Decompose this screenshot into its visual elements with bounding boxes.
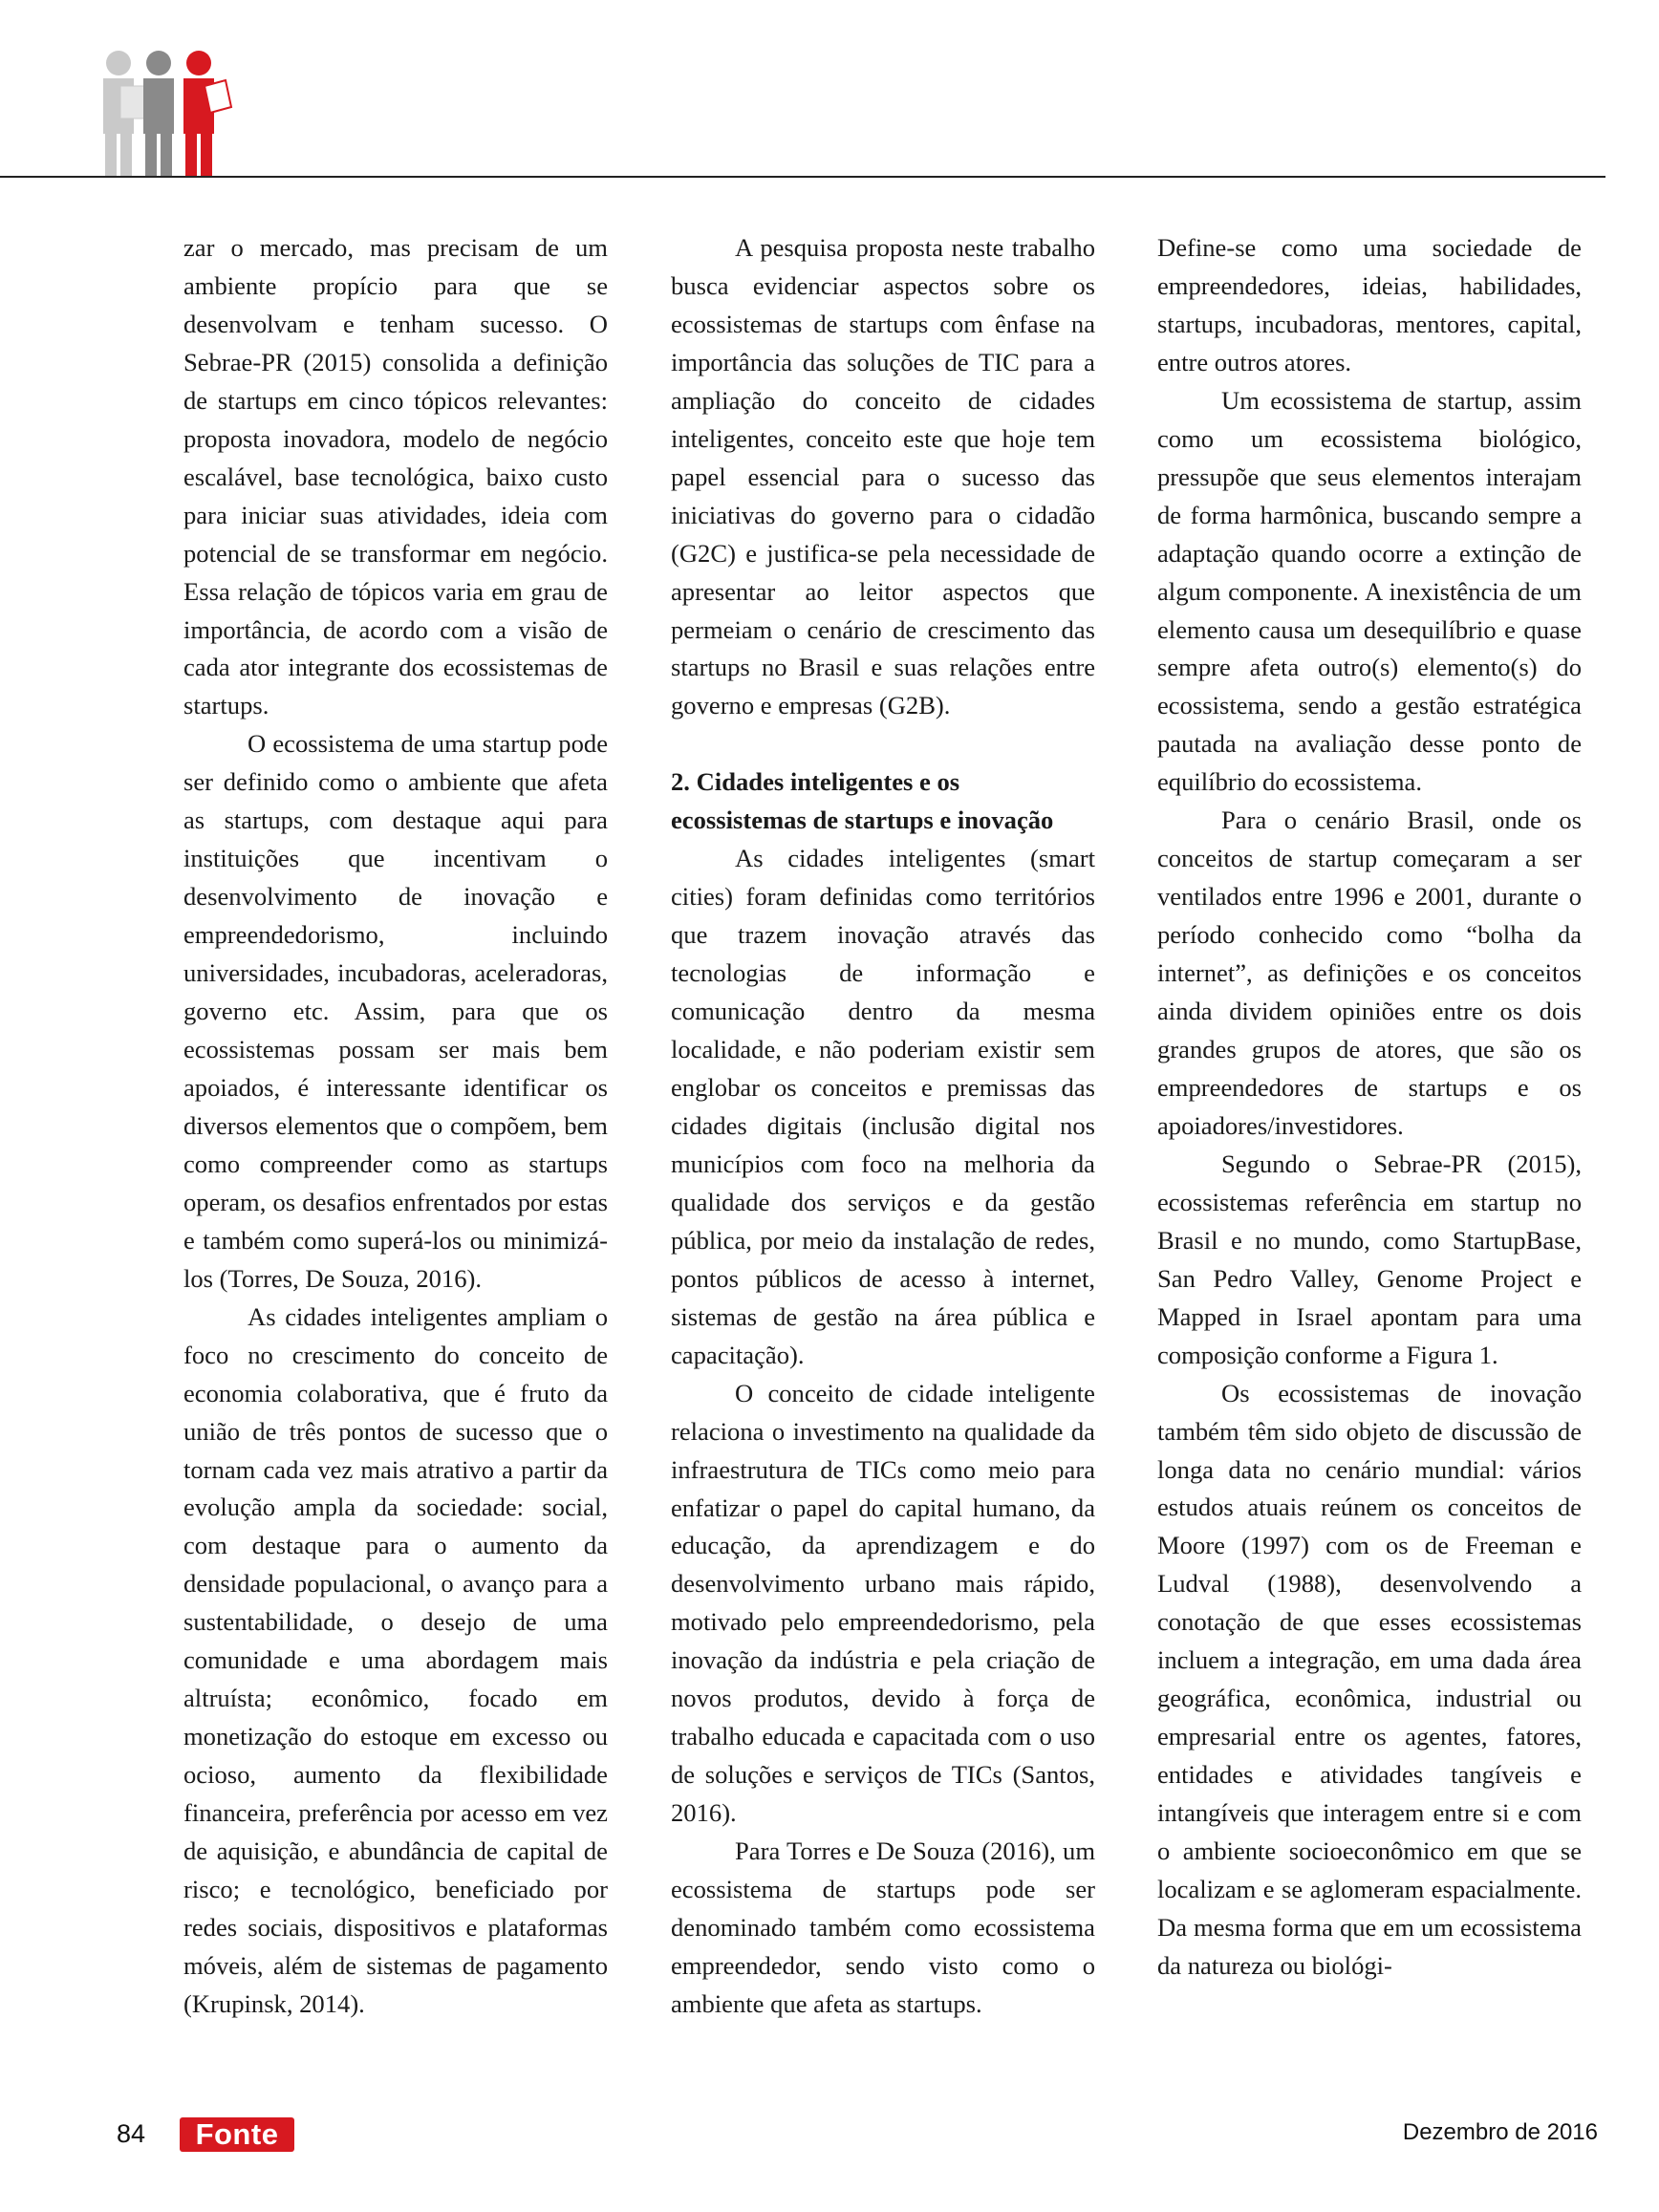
paragraph: O conceito de cidade inteligente relaciona o investimento na qualidade da infraestrutura de TICs como meio para enfatizar o papel do capital humano, da educação, da aprendizagem e do desenvolvimento urbano mais rápido, motivado pelo empreendedorismo, pela inovação da indústria e pela criação de novos produtos, devido à força de trabalho educada e capacitada com o uso de soluções e serviços de TICs (Santos, 2016). <box>671 1378 1095 1828</box>
page-number: 84 <box>117 2119 146 2148</box>
section-heading: 2. Cidades inteligentes e os ecossistemas de startups e inovação <box>671 767 1054 835</box>
paragraph: As cidades inteligentes ampliam o foco no crescimento do conceito de economia colaborativa, que é fruto da união de três pontos de sucesso que o tornam cada vez mais atrativo a partir da evolução ampla da sociedade: social, com destaque para o aumento da densidade populacional, o avanço para a sustentabilidade, o desejo de uma comunidade e uma abordagem mais altruísta; econômico, focado em monetização do estoque em excesso ou ocioso, aumento da flexibilidade financeira, preferência por acesso em vez de aquisição, e abundância de capital de risco; e tecnológico, beneficiado por redes sociais, dispositivos e plataformas móveis, além de sistemas de pagamento (Krupinsk, 2014). <box>183 1301 608 2018</box>
paragraph: Um ecossistema de startup, assim como um ecossistema biológico, pressupõe que seus elementos interajam de forma harmônica, buscando sempre a adaptação quando ocorre a extinção de algum componente. A inexistência de um elemento causa um desequilíbrio e quase sempre afeta outro(s) elemento(s) do ecossistema, sendo a gestão estratégica pautada na avaliação desse ponto de equilíbrio do ecossistema. <box>1157 385 1582 797</box>
paragraph: zar o mercado, mas precisam de um ambiente propício para que se desenvolvam e tenham sucesso. O Sebrae-PR (2015) consolida a definição de startups em cinco tópicos relevantes: proposta inovadora, modelo de negócio escalável, base tecnológica, baixo custo para iniciar suas atividades, ideia com potencial de se transformar em negócio. Essa relação de tópicos varia em grau de importância, de acordo com a visão de cada ator integrante dos ecossistemas de startups. <box>183 233 608 720</box>
text-column-1 <box>183 229 608 2024</box>
section-spacer <box>671 725 1095 763</box>
paragraph: Os ecossistemas de inovação também têm sido objeto de discussão de longa data no cenário mundial: vários estudos atuais reúnem os conceitos de Moore (1997) com os de Freeman e Ludval (1988), desenvolvendo a conotação de que esses ecossistemas incluem a integração, em uma dada área geográfica, econômica, industrial ou empresarial entre os agentes, fatores, entidades e atividades tangíveis e intangíveis que interagem entre si e com o ambiente socioeconômico em que se localizam e se aglomeram espacialmente. Da mesma forma que em um ecossistema da natureza ou biológi- <box>1157 1378 1582 1980</box>
paragraph: As cidades inteligentes (smart cities) foram definidas como territórios que trazem inovação através das tecnologias de informação e comunicação dentro da mesma localidade, e não poderiam existir sem englobar os conceitos e premissas das cidades digitais (inclusão digital nos municípios com foco na melhoria da qualidade dos serviços e da gestão pública, por meio da instalação de redes, pontos públicos de acesso à internet, sistemas de gestão na área pública e capacitação). <box>671 844 1095 1369</box>
people-figures-icon <box>92 44 235 178</box>
paragraph: Define-se como uma sociedade de empreendedores, ideias, habilidades, startups, incubadoras, mentores, capital, entre outros atores. <box>1157 233 1582 376</box>
paragraph: Segundo o Sebrae-PR (2015), ecossistemas referência em startup no Brasil e no mundo, como StartupBase, San Pedro Valley, Genome Project e Mapped in Israel apontam para uma composição conforme a Figura 1. <box>1157 1149 1582 1369</box>
issue-date: Dezembro de 2016 <box>1402 2119 1598 2145</box>
paragraph: Para o cenário Brasil, onde os conceitos de startup começaram a ser ventilados entre 1996 e 2001, durante o período conhecido como “bolha da internet”, as definições e os conceitos ainda dividem opiniões entre os dois grandes grupos de atores, que são os empreendedores de startups e os apoiadores/investidores. <box>1157 805 1582 1140</box>
paragraph: A pesquisa proposta neste trabalho busca evidenciar aspectos sobre os ecossistemas de startups com ênfase na importância das soluções de TIC para a ampliação do conceito de cidades inteligentes, conceito este que hoje tem papel essencial para o sucesso das iniciativas do governo para o cidadão (G2C) e justifica-se pela necessidade de apresentar ao leitor aspectos que permeiam o cenário de crescimento das startups no Brasil e suas relações entre governo e empresas (G2B). <box>671 233 1095 720</box>
text-column-3 <box>1157 229 1582 1986</box>
header-rule <box>0 176 1605 178</box>
text-column-2 <box>671 229 1095 2024</box>
paragraph: O ecossistema de uma startup pode ser definido como o ambiente que afeta as startups, com destaque aqui para instituições que incentivam o desenvolvimento de inovação e empreendedorismo, incluindo universidades, incubadoras, aceleradoras, governo etc. Assim, para que os ecossistemas possam ser mais bem apoiados, é interessante identificar os diversos elementos que o compõem, bem como compreender como as startups operam, os desafios enfrentados por estas e também como superá-los ou minimizá-los (Torres, De Souza, 2016). <box>183 729 608 1293</box>
paragraph: Para Torres e De Souza (2016), um ecossistema de startups pode ser denominado também como ecossistema empreendedor, sendo visto como o ambiente que afeta as startups. <box>671 1836 1095 2018</box>
brand-logo: Fonte <box>180 2117 294 2152</box>
